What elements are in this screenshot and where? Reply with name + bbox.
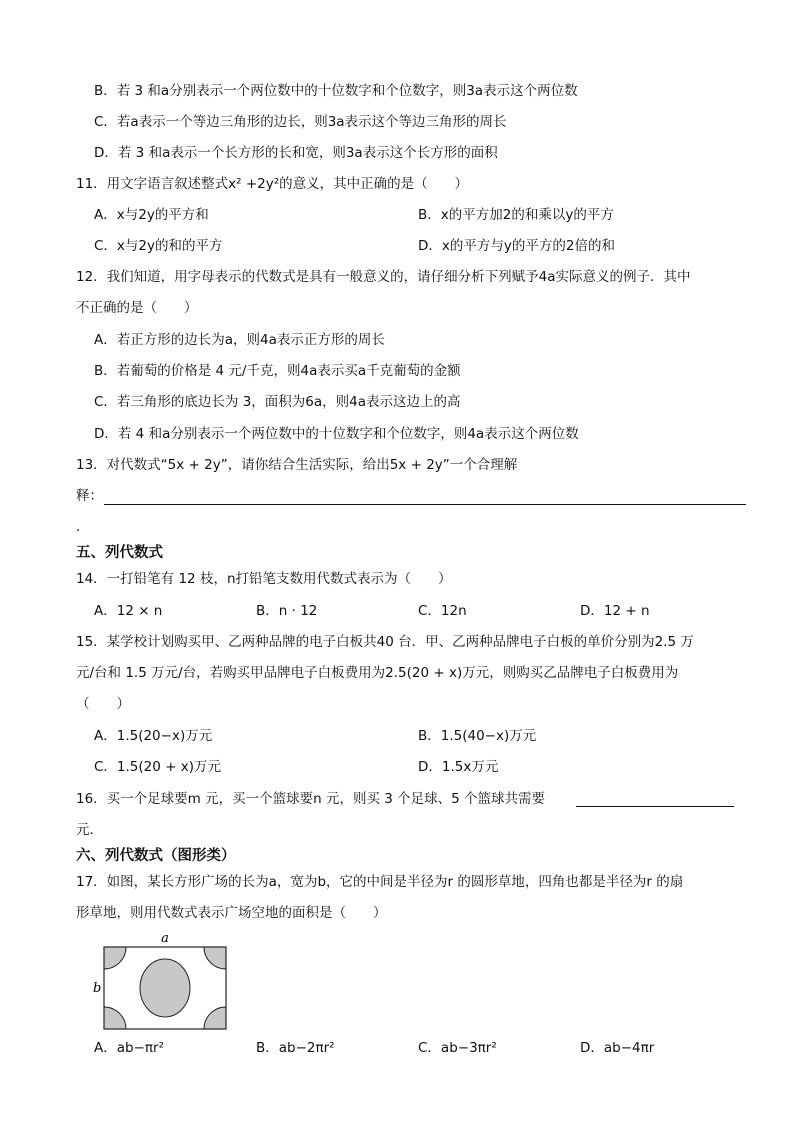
q17-stem-line2: 形草地，则用代数式表示广场空地的面积是（ ）	[76, 905, 387, 921]
corner-sector-bottom-right	[204, 1007, 238, 1034]
q13-stem: 13．对代数式“5x + 2y”，请你结合生活实际，给出5x + 2y”一个合理解	[76, 457, 518, 473]
q14-stem: 14．一打铅笔有 12 枝，n打铅笔支数用代数式表示为（ ）	[76, 571, 452, 587]
q11-option-b: B．x的平方加2的和乘以y的平方	[418, 207, 614, 223]
plaza-figure	[88, 930, 238, 1034]
corner-sector-top-right	[204, 930, 238, 969]
q11-option-a: A．x与2y的平方和	[94, 207, 209, 223]
q17-option-a: A．ab−πr²	[94, 1040, 164, 1056]
width-label: b	[93, 981, 102, 996]
q17-option-d: D．ab−4πr	[580, 1040, 655, 1056]
q12-option-c: C．若三角形的底边长为 3，面积为6a，则4a表示这边上的高	[94, 394, 461, 410]
q14-option-d: D．12 + n	[580, 603, 650, 619]
q17-stem-line1: 17．如图，某长方形广场的长为a，宽为b，它的中间是半径为r 的圆形草地，四角也都是半径为r 的扇	[76, 874, 684, 890]
q16-answer-blank[interactable]	[576, 806, 734, 807]
q12-stem-line2: 不正确的是（ ）	[76, 300, 198, 316]
corner-sector-bottom-left	[88, 1007, 126, 1034]
q10-option-b: B．若 3 和a分别表示一个两位数中的十位数字和个位数字，则3a表示这个两位数	[94, 83, 578, 99]
corner-sector-top-left	[88, 930, 126, 969]
length-label: a	[161, 931, 169, 946]
q15-option-d: D．1.5x万元	[418, 759, 499, 775]
q14-option-a: A．12 × n	[94, 603, 163, 619]
q11-option-c: C．x与2y的和的平方	[94, 238, 223, 254]
q12-option-d: D．若 4 和a分别表示一个两位数中的十位数字和个位数字，则4a表示这个两位数	[94, 426, 579, 442]
q15-stem-line1: 15．某学校计划购买甲、乙两种品牌的电子白板共40 台．甲、乙两种品牌电子白板的单价分别为2.5 万	[76, 634, 694, 650]
q11-stem: 11．用文字语言叙述整式x² +2y²的意义，其中正确的是（ ）	[76, 176, 469, 192]
center-circle-lawn	[140, 959, 190, 1017]
q17-option-c: C．ab−3πr²	[418, 1040, 497, 1056]
q15-option-b: B．1.5(40−x)万元	[418, 728, 537, 744]
q14-option-c: C．12n	[418, 603, 467, 619]
section-6-title: 六、列代数式（图形类）	[76, 848, 236, 864]
q11-option-d: D．x的平方与y的平方的2倍的和	[418, 238, 615, 254]
q13-answer-blank[interactable]	[104, 504, 746, 505]
q12-option-a: A．若正方形的边长为a，则4a表示正方形的周长	[94, 332, 385, 348]
q16-stem: 16．买一个足球要m 元，买一个篮球要n 元，则买 3 个足球、5 个篮球共需要	[76, 791, 546, 807]
q15-stem-line2: 元/台和 1.5 万元/台，若购买甲品牌电子白板费用为2.5(20 + x)万元，则购买乙品牌电子白板费用为	[76, 665, 679, 681]
q15-option-c: C．1.5(20 + x)万元	[94, 759, 221, 775]
q12-option-b: B．若葡萄的价格是 4 元/千克，则4a表示买a千克葡萄的金额	[94, 363, 461, 379]
q15-stem-line3: （ ）	[76, 696, 130, 712]
section-5-title: 五、列代数式	[76, 545, 163, 561]
q15-option-a: A．1.5(20−x)万元	[94, 728, 213, 744]
q17-option-b: B．ab−2πr²	[256, 1040, 335, 1056]
q10-option-c: C．若a表示一个等边三角形的边长，则3a表示这个等边三角形的周长	[94, 114, 507, 130]
q13-end-mark: ．	[76, 519, 90, 535]
q10-option-d: D．若 3 和a表示一个长方形的长和宽，则3a表示这个长方形的面积	[94, 145, 498, 161]
q14-option-b: B．n · 12	[256, 603, 318, 619]
q12-stem-line1: 12．我们知道，用字母表示的代数式是具有一般意义的，请仔细分析下列赋予4a实际意义的例子．其中	[76, 269, 691, 285]
q13-answer-label: 释：	[76, 488, 103, 504]
q16-end: 元．	[76, 822, 103, 838]
